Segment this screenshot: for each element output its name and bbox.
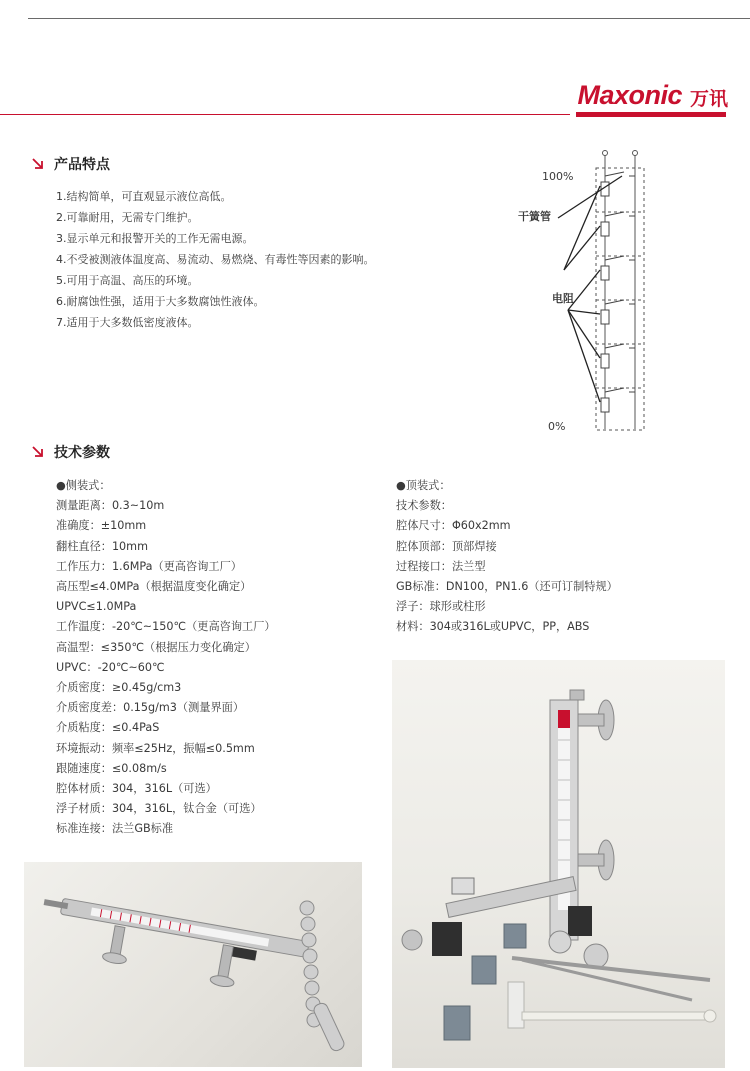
level-0-label: 0% bbox=[548, 420, 566, 433]
spec-row: 高温型：≤350℃（根据压力变化确定） bbox=[56, 640, 256, 654]
spec-row: 翻柱直径：10mm bbox=[56, 539, 148, 553]
feature-item: 2.可靠耐用，无需专门维护。 bbox=[56, 211, 199, 224]
spec-row: 技术参数： bbox=[396, 499, 452, 513]
features-title: 产品特点 bbox=[54, 157, 110, 173]
spec-row: 介质密度：≥0.45g/cm3 bbox=[56, 681, 182, 695]
spec-row: 腔体尺寸：Φ60x2mm bbox=[396, 519, 511, 533]
spec-row: UPVC≤1.0MPa bbox=[56, 600, 137, 614]
spec-row: 材料：304或316L或UPVC，PP，ABS bbox=[396, 620, 590, 634]
spec-row: 测量距离：0.3~10m bbox=[56, 499, 165, 513]
spec-row: 工作压力：1.6MPa（更高咨询工厂） bbox=[56, 559, 242, 573]
top-mount-product-photo bbox=[392, 660, 725, 1068]
spec-row: 工作温度：-20℃~150℃（更高咨询工厂） bbox=[56, 620, 276, 634]
specs-heading bbox=[30, 442, 110, 462]
feature-item: 1.结构简单，可直观显示液位高低。 bbox=[56, 190, 232, 203]
spec-row: 腔体材质：304，316L（可选） bbox=[56, 782, 217, 796]
spec-row: GB标准：DN100，PN1.6（还可订制特规） bbox=[396, 580, 618, 594]
arrow-down-right-icon bbox=[30, 444, 46, 460]
feature-item: 4.不受被测液体温度高、易流动、易燃烧、有毒性等因素的影响。 bbox=[56, 253, 375, 266]
reed-switch-diagram bbox=[512, 146, 652, 436]
resistor-label: 电阻 bbox=[552, 292, 574, 305]
spec-row: 准确度：±10mm bbox=[56, 519, 147, 533]
brand-name-cn: 万讯 bbox=[689, 88, 728, 110]
feature-item: 6.耐腐蚀性强，适用于大多数腐蚀性液体。 bbox=[56, 295, 265, 308]
features-list bbox=[56, 186, 375, 333]
spec-row: 浮子材质：304，316L，钛合金（可选） bbox=[56, 802, 262, 816]
spec-row: 高压型≤4.0MPa（根据温度变化确定） bbox=[56, 580, 252, 594]
top-divider bbox=[28, 18, 750, 19]
feature-item: 7.适用于大多数低密度液体。 bbox=[56, 316, 199, 329]
spec-row: ●侧装式： bbox=[56, 479, 111, 492]
specs-title: 技术参数 bbox=[54, 445, 110, 461]
spec-row: 环境振动：频率≤25Hz，振幅≤0.5mm bbox=[56, 741, 255, 755]
top-mount-specs bbox=[396, 476, 618, 638]
spec-row: ●顶装式： bbox=[396, 479, 451, 492]
brand-name: Maxonic bbox=[577, 80, 682, 110]
side-mount-product-photo bbox=[24, 862, 362, 1067]
spec-row: 腔体顶部：顶部焊接 bbox=[396, 539, 497, 553]
circuit-diagram bbox=[512, 146, 652, 436]
spec-row: UPVC：-20℃~60℃ bbox=[56, 660, 165, 674]
brand-underline bbox=[0, 114, 570, 115]
feature-item: 3.显示单元和报警开关的工作无需电源。 bbox=[56, 232, 254, 245]
spec-row: 介质密度差：0.15g/m3（测量界面） bbox=[56, 701, 245, 715]
spec-row: 标准连接：法兰GB标准 bbox=[56, 822, 174, 836]
features-heading bbox=[30, 154, 110, 174]
arrow-down-right-icon bbox=[30, 156, 46, 172]
spec-row: 介质粘度：≤0.4PaS bbox=[56, 721, 160, 735]
brand-accent-bar bbox=[576, 112, 726, 117]
reed-switch-label: 干簧管 bbox=[518, 210, 551, 223]
feature-item: 5.可用于高温、高压的环境。 bbox=[56, 274, 199, 287]
spec-row: 浮子：球形或柱形 bbox=[396, 600, 486, 614]
spec-row: 跟随速度：≤0.08m/s bbox=[56, 761, 167, 775]
side-mount-specs bbox=[56, 476, 276, 840]
level-100-label: 100% bbox=[542, 170, 574, 183]
spec-row: 过程接口：法兰型 bbox=[396, 559, 486, 573]
